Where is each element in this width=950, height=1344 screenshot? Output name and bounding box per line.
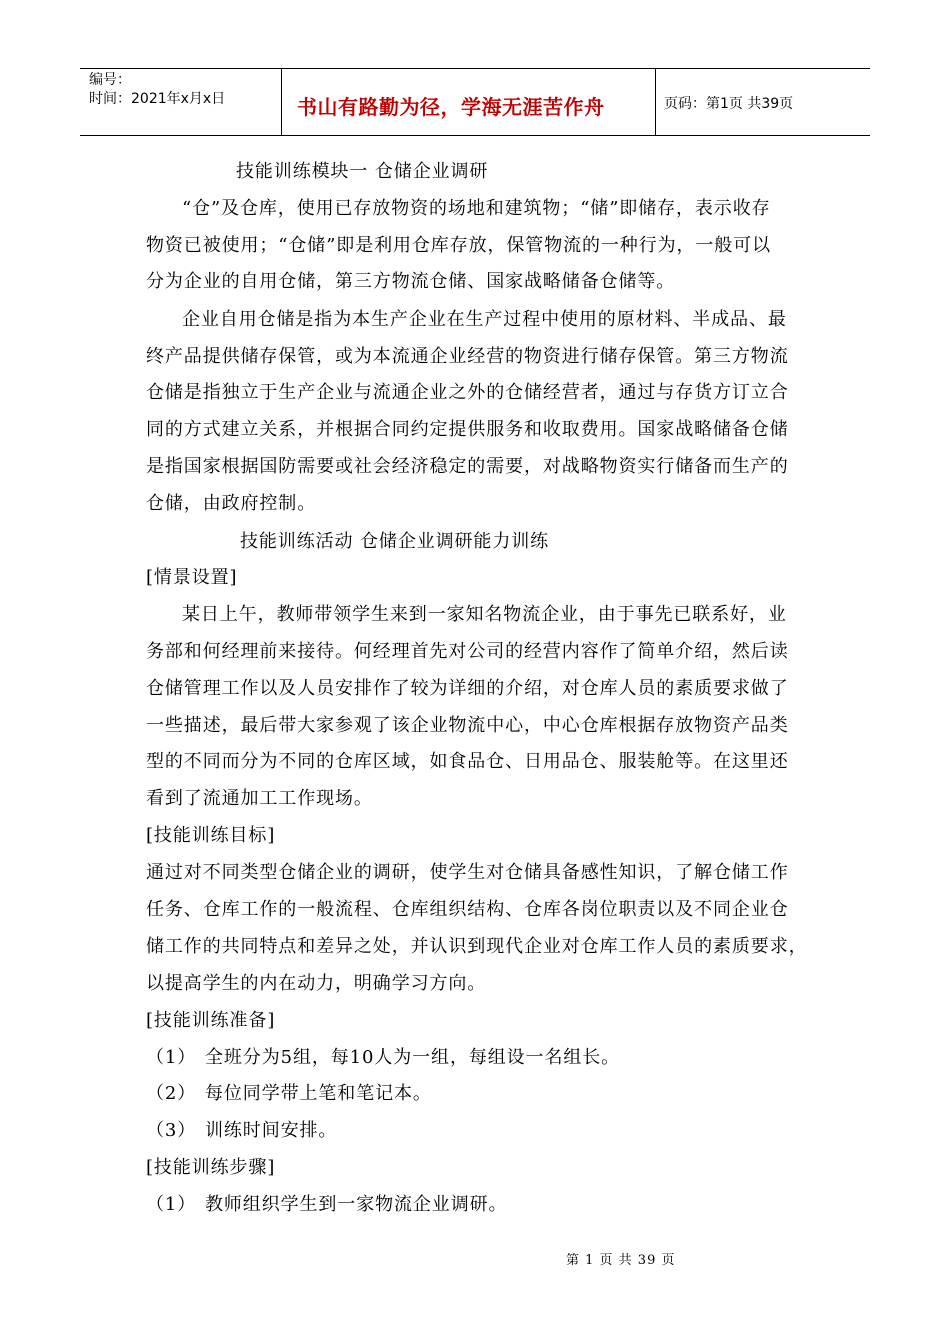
prep-item-1-number: （1）	[146, 1047, 197, 1068]
header-divider-left	[281, 68, 282, 136]
header-bottom-border	[80, 135, 870, 136]
paragraph-2-line-3: 仓储是指独立于生产企业与流通企业之外的仓储经营者，通过与存货方订立合	[146, 382, 789, 403]
goal-line-2: 任务、仓库工作的一般流程、仓库组织结构、仓库各岗位职责以及不同企业仓	[146, 899, 789, 920]
footer-page-number: 第 1 页 共 39 页	[566, 1253, 676, 1268]
steps-item-1-text: 教师组织学生到一家物流企业调研。	[205, 1194, 508, 1215]
scenario-line-1: 某日上午，教师带领学生来到一家知名物流企业，由于事先已联系好，业	[182, 604, 787, 625]
paragraph-2-line-6: 仓储，由政府控制。	[146, 493, 317, 514]
header-motto: 书山有路勤为径，学海无涯苦作舟	[297, 95, 605, 119]
module-title: 技能训练模块一 仓储企业调研	[236, 161, 489, 182]
header-page-code: 页码：第1页 共39页	[664, 96, 794, 112]
prep-item-2-text: 每位同学带上笔和笔记本。	[205, 1083, 432, 1104]
scenario-heading: [情景设置]	[146, 567, 238, 588]
activity-title: 技能训练活动 仓储企业调研能力训练	[240, 531, 550, 552]
goal-heading: [技能训练目标]	[146, 825, 276, 846]
document-date-label: 时间：2021年x月x日	[89, 91, 226, 107]
paragraph-2-line-1: 企业自用仓储是指为本生产企业在生产过程中使用的原材料、半成品、最	[182, 309, 787, 330]
scenario-line-3: 仓储管理工作以及人员安排作了较为详细的介绍，对仓库人员的素质要求做了	[146, 678, 789, 699]
prep-item-1-text: 全班分为5组，每10人为一组，每组设一名组长。	[205, 1047, 621, 1068]
paragraph-1-line-2: 物资已被使用；“仓储”即是利用仓库存放，保管物流的一种行为，一般可以	[146, 235, 772, 256]
prep-item-2-number: （2）	[146, 1083, 197, 1104]
goal-line-1: 通过对不同类型仓储企业的调研，使学生对仓储具备感性知识，了解仓储工作	[146, 862, 789, 883]
scenario-line-4: 一些描述，最后带大家参观了该企业物流中心，中心仓库根据存放物资产品类	[146, 715, 789, 736]
paragraph-1-line-1: “仓”及仓库，使用已存放物资的场地和建筑物；“储”即储存，表示收存	[182, 198, 771, 219]
steps-item-1-number: （1）	[146, 1194, 197, 1215]
goal-line-4: 以提高学生的内在动力，明确学习方向。	[146, 973, 487, 994]
header-divider-right	[655, 68, 656, 136]
paragraph-2-line-2: 终产品提供储存保管，或为本流通企业经营的物资进行储存保管。第三方物流	[146, 346, 789, 367]
prep-item-3-number: （3）	[146, 1120, 197, 1141]
paragraph-2-line-4: 同的方式建立关系，并根据合同约定提供服务和收取费用。国家战略储备仓储	[146, 419, 789, 440]
paragraph-2-line-5: 是指国家根据国防需要或社会经济稳定的需要，对战略物资实行储备而生产的	[146, 456, 789, 477]
scenario-line-2: 务部和何经理前来接待。何经理首先对公司的经营内容作了简单介绍，然后读	[146, 641, 789, 662]
scenario-line-6: 看到了流通加工工作现场。	[146, 788, 373, 809]
prep-heading: [技能训练准备]	[146, 1010, 276, 1031]
paragraph-1-line-3: 分为企业的自用仓储，第三方物流仓储、国家战略储备仓储等。	[146, 271, 676, 292]
header-top-border	[80, 68, 870, 69]
prep-item-3-text: 训练时间安排。	[205, 1120, 338, 1141]
goal-line-3: 储工作的共同特点和差异之处，并认识到现代企业对仓库工作人员的素质要求，	[146, 936, 808, 957]
scenario-line-5: 型的不同而分为不同的仓库区域，如食品仓、日用品仓、服装舱等。在这里还	[146, 751, 789, 772]
document-number-label: 编号：	[89, 72, 131, 88]
steps-heading: [技能训练步骤]	[146, 1157, 276, 1178]
